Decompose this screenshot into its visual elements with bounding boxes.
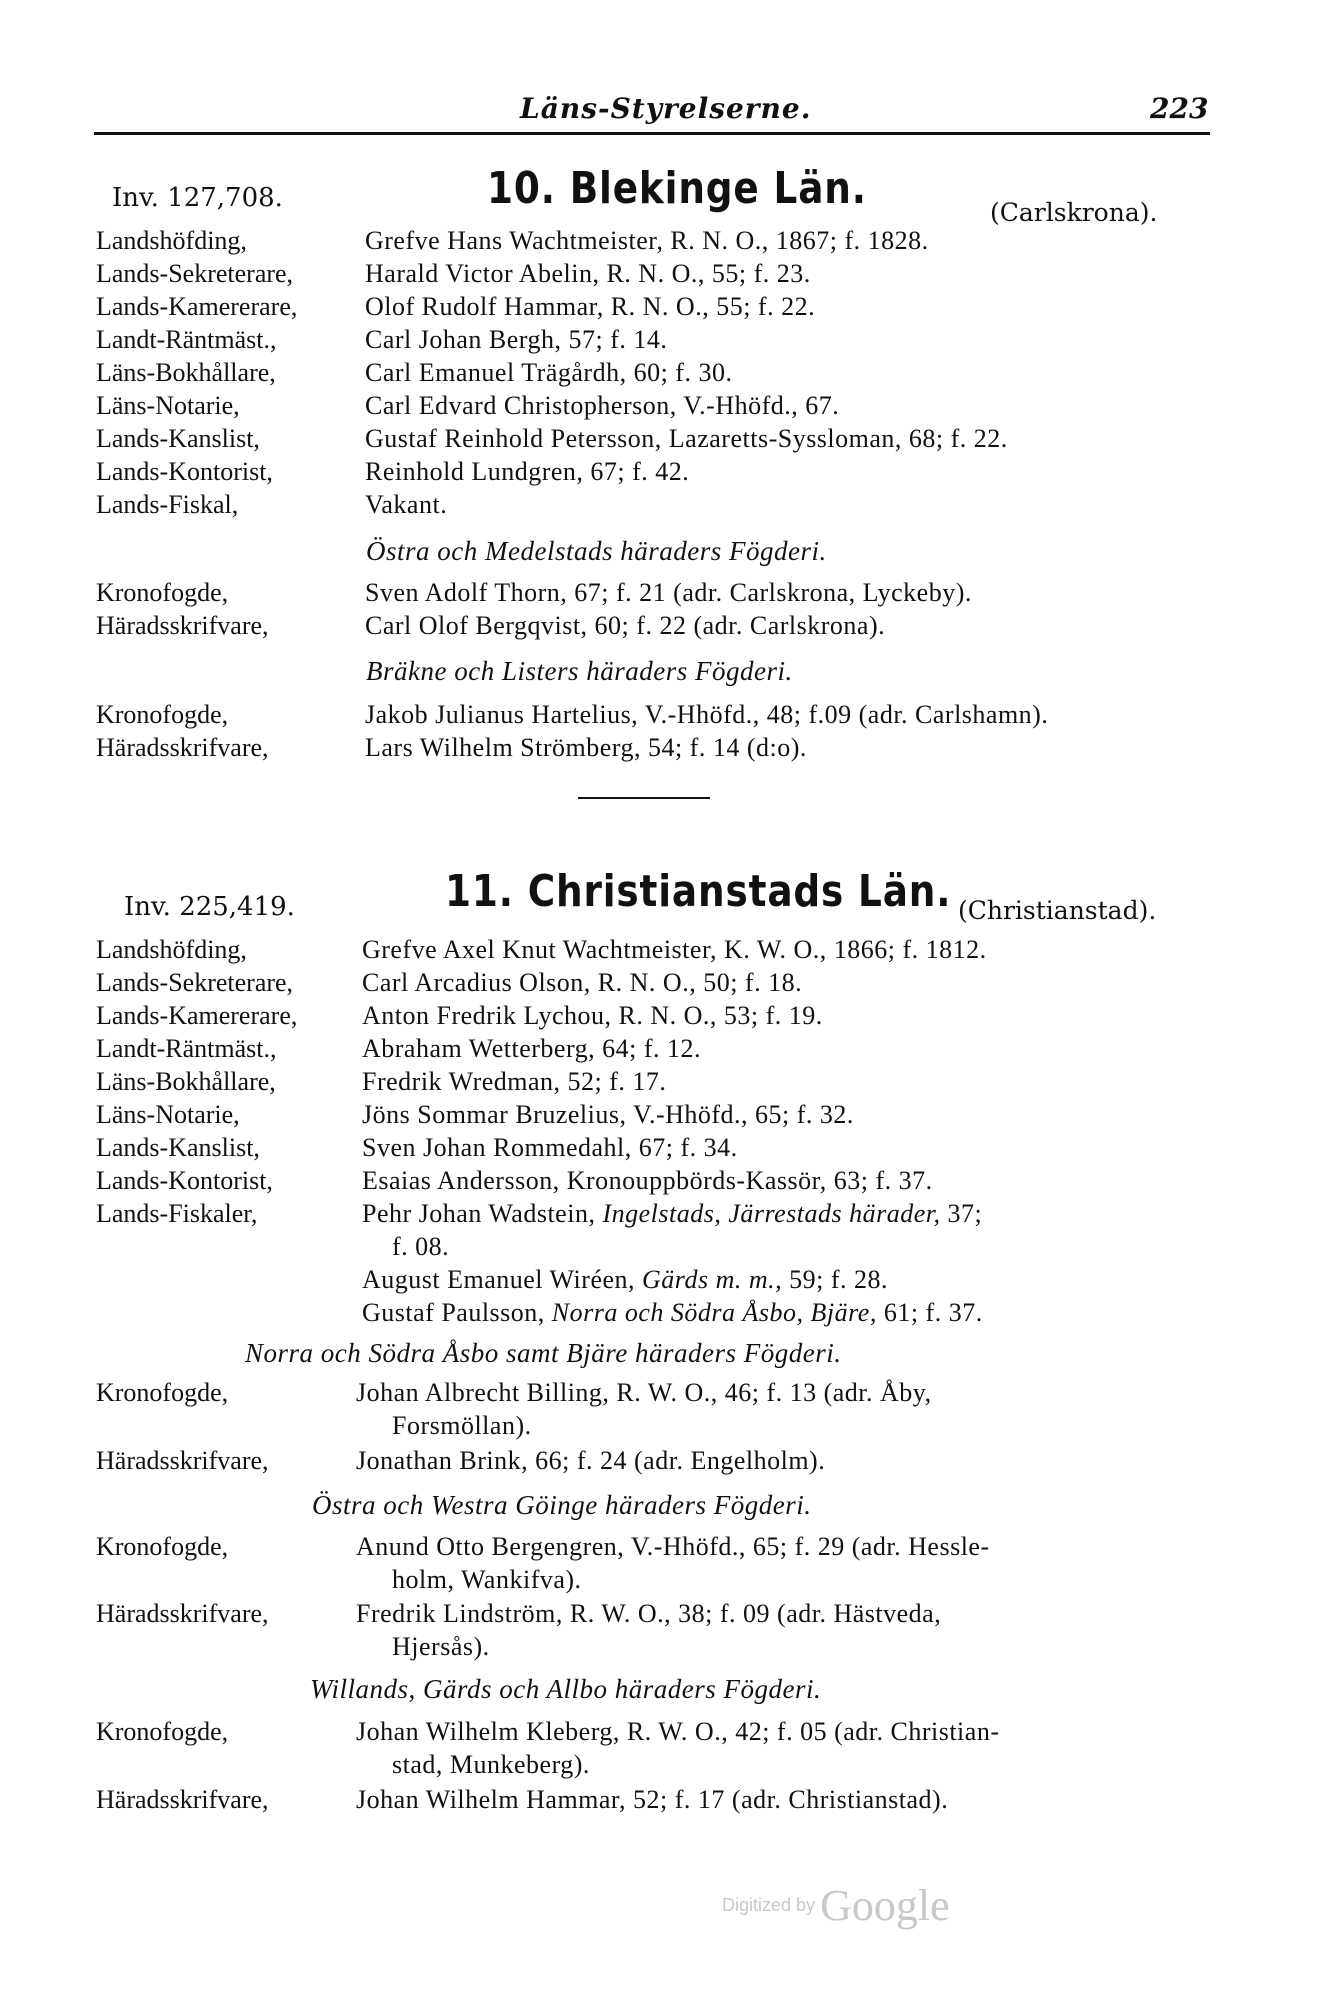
- fiskal-name: Gustaf Paulsson,: [362, 1298, 545, 1327]
- role-label: Lands-Fiskal,: [96, 490, 239, 519]
- official-entry: Sven Johan Rommedahl, 67; f. 34.: [362, 1133, 738, 1162]
- official-entry: Jöns Sommar Bruzelius, V.-Hhöfd., 65; f. 32.: [362, 1100, 854, 1129]
- official-entry: Anund Otto Bergengren, V.-Hhöfd., 65; f. 29 (adr. Hessle-: [356, 1532, 990, 1561]
- official-entry: Reinhold Lundgren, 67; f. 42.: [365, 457, 690, 486]
- fiskal-area: Gärds m. m.,: [642, 1265, 783, 1294]
- section-number: 10.: [487, 163, 556, 214]
- role-label: Läns-Notarie,: [96, 391, 240, 420]
- fiskal-entry: [362, 1298, 983, 1328]
- fogderi-heading: Willands, Gärds och Allbo häraders Fögderi.: [310, 1674, 822, 1704]
- fogderi-heading: Östra och Medelstads häraders Fögderi.: [366, 536, 827, 566]
- role-label: Lands-Kontorist,: [96, 1166, 273, 1195]
- official-entry: Anton Fredrik Lychou, R. N. O., 53; f. 19.: [362, 1001, 823, 1030]
- official-entry: Lars Wilhelm Strömberg, 54; f. 14 (d:o).: [365, 733, 807, 762]
- role-label: Lands-Kanslist,: [96, 424, 260, 453]
- role-label: Häradsskrifvare,: [96, 1446, 269, 1475]
- inventory-number: Inv. 225,419.: [124, 892, 295, 922]
- official-entry: Johan Wilhelm Kleberg, R. W. O., 42; f. 05 (adr. Christian-: [356, 1717, 1000, 1746]
- fiskal-tail: 37;: [947, 1199, 983, 1228]
- fiskal-continuation: f. 08.: [392, 1232, 450, 1261]
- official-entry: Fredrik Lindström, R. W. O., 38; f. 09 (adr. Hästveda,: [356, 1599, 942, 1628]
- official-entry: Carl Johan Bergh, 57; f. 14.: [365, 325, 668, 354]
- official-entry: Grefve Axel Knut Wachtmeister, K. W. O., 1866; f. 1812.: [362, 935, 987, 964]
- fogderi-heading: Bräkne och Listers häraders Fögderi.: [366, 656, 793, 686]
- fiskal-area: Norra och Södra Åsbo, Bjäre,: [551, 1298, 877, 1327]
- official-entry: Olof Rudolf Hammar, R. N. O., 55; f. 22.: [365, 292, 816, 321]
- fiskal-entry: [362, 1265, 888, 1295]
- official-entry: Carl Edvard Christopherson, V.-Hhöfd., 67.: [365, 391, 840, 420]
- official-entry: Johan Albrecht Billing, R. W. O., 46; f. 13 (adr. Åby,: [356, 1378, 932, 1407]
- role-label: Kronofogde,: [96, 1717, 229, 1746]
- official-entry: Jonathan Brink, 66; f. 24 (adr. Engelholm).: [356, 1446, 826, 1475]
- official-entry: Vakant.: [365, 490, 448, 519]
- official-entry-continuation: Forsmöllan).: [392, 1411, 532, 1440]
- role-label: Lands-Sekreterare,: [96, 968, 294, 997]
- official-entry-continuation: holm, Wankifva).: [392, 1565, 582, 1594]
- fiskal-area: Ingelstads, Järrestads härader,: [602, 1199, 941, 1228]
- role-label: Lands-Fiskaler,: [96, 1199, 258, 1228]
- official-entry-continuation: Hjersås).: [392, 1632, 490, 1661]
- role-label: Kronofogde,: [96, 1532, 229, 1561]
- official-entry: Esaias Andersson, Kronouppbörds-Kassör, 63; f. 37.: [362, 1166, 933, 1195]
- role-label: Läns-Bokhållare,: [96, 358, 276, 387]
- seat-city: (Carlskrona).: [990, 198, 1158, 227]
- official-entry: Carl Olof Bergqvist, 60; f. 22 (adr. Carlskrona).: [365, 611, 886, 640]
- role-label: Landt-Räntmäst.,: [96, 1034, 277, 1063]
- fogderi-heading: Norra och Södra Åsbo samt Bjäre häraders Fögderi.: [245, 1338, 842, 1368]
- official-entry: Johan Wilhelm Hammar, 52; f. 17 (adr. Christianstad).: [356, 1785, 949, 1814]
- official-entry: Carl Emanuel Trägårdh, 60; f. 30.: [365, 358, 733, 387]
- role-label: Lands-Kanslist,: [96, 1133, 260, 1162]
- official-entry: Carl Arcadius Olson, R. N. O., 50; f. 18.: [362, 968, 803, 997]
- role-label: Häradsskrifvare,: [96, 1785, 269, 1814]
- fiskal-name: August Emanuel Wiréen,: [362, 1265, 636, 1294]
- running-title: Läns-Styrelserne.: [520, 92, 812, 125]
- official-entry-continuation: stad, Munkeberg).: [392, 1750, 590, 1779]
- role-label: Lands-Kamererare,: [96, 292, 298, 321]
- role-label: Häradsskrifvare,: [96, 611, 269, 640]
- official-entry: Harald Victor Abelin, R. N. O., 55; f. 23.: [365, 259, 811, 288]
- fiskal-entry: [362, 1199, 982, 1229]
- page-number: 223: [1150, 92, 1209, 125]
- fiskal-tail: 59; f. 28.: [789, 1265, 889, 1294]
- official-entry: Sven Adolf Thorn, 67; f. 21 (adr. Carlskrona, Lyckeby).: [365, 578, 972, 607]
- watermark-prefix: Digitized by: [722, 1895, 816, 1915]
- section-name: Blekinge Län.: [569, 163, 867, 214]
- role-label: Häradsskrifvare,: [96, 1599, 269, 1628]
- official-entry: Jakob Julianus Hartelius, V.-Hhöfd., 48; f.09 (adr. Carlshamn).: [365, 700, 1049, 729]
- fiskal-tail: 61; f. 37.: [883, 1298, 983, 1327]
- role-label: Kronofogde,: [96, 1378, 229, 1407]
- fiskal-name: Pehr Johan Wadstein,: [362, 1199, 596, 1228]
- role-label: Kronofogde,: [96, 700, 229, 729]
- role-label: Läns-Bokhållare,: [96, 1067, 276, 1096]
- seat-city: (Christianstad).: [958, 896, 1157, 925]
- official-entry: Fredrik Wredman, 52; f. 17.: [362, 1067, 667, 1096]
- inventory-number: Inv. 127,708.: [112, 183, 283, 213]
- role-label: Landt-Räntmäst.,: [96, 325, 277, 354]
- section-title: [445, 866, 951, 917]
- role-label: Lands-Kamererare,: [96, 1001, 298, 1030]
- role-label: Lands-Kontorist,: [96, 457, 273, 486]
- official-entry: Abraham Wetterberg, 64; f. 12.: [362, 1034, 702, 1063]
- official-entry: Grefve Hans Wachtmeister, R. N. O., 1867; f. 1828.: [365, 226, 929, 255]
- role-label: Kronofogde,: [96, 578, 229, 607]
- role-label: Lands-Sekreterare,: [96, 259, 294, 288]
- role-label: Häradsskrifvare,: [96, 733, 269, 762]
- header-rule: [94, 132, 1210, 135]
- watermark-brand: Google: [820, 1881, 950, 1930]
- role-label: Landshöfding,: [96, 935, 247, 964]
- role-label: Läns-Notarie,: [96, 1100, 240, 1129]
- section-title: [487, 163, 867, 214]
- section-number: 11.: [445, 866, 514, 917]
- fogderi-heading: Östra och Westra Göinge häraders Fögderi.: [312, 1490, 812, 1520]
- role-label: Landshöfding,: [96, 226, 247, 255]
- digitized-watermark: [722, 1880, 950, 1931]
- section-name: Christianstads Län.: [527, 866, 952, 917]
- official-entry: Gustaf Reinhold Petersson, Lazaretts-Syssloman, 68; f. 22.: [365, 424, 1008, 453]
- section-divider: [578, 797, 710, 799]
